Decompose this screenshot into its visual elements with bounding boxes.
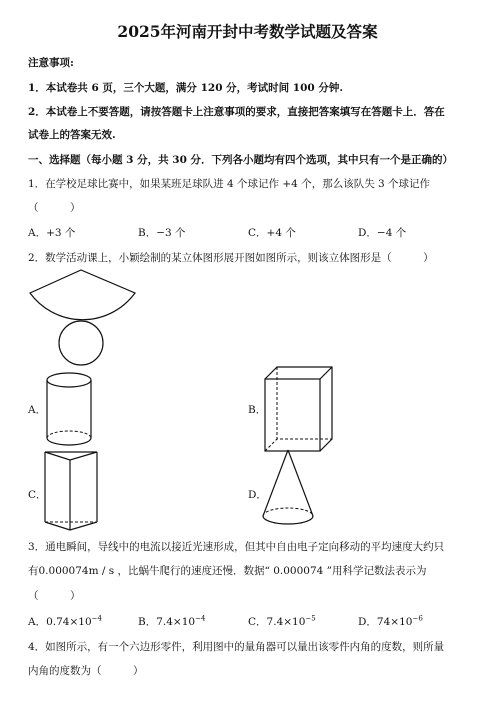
q1-option-a: A．+3 个 [28,227,76,239]
q1-option-d: D．−4 个 [358,227,407,239]
cone-figure [260,448,316,528]
q3-option-a: A．$0.74\times 10^{-4}$ [28,614,102,628]
notice-item-1: 1．本试卷共 6 页，三个大题，满分 120 分，考试时间 100 分钟. [28,82,344,94]
document-title: 2025年河南开封中考数学试题及答案 [117,22,378,41]
section-heading-choice: 一、选择题（每小题 3 分，共 30 分．下列各小题均有四个选项，其中只有一个是正确的） [28,154,454,166]
q1-answer-paren: （ ） [28,202,81,214]
q3-line-1: 3．通电瞬间，导线中的电流以接近光速形成，但其中自由电子定向移动的平均速度大约只 [28,541,445,553]
notice-item-2-line-2: 试卷上的答案无效. [28,129,116,141]
q3-option-c: C．$7.4\times 10^{-5}$ [248,614,316,628]
q1-option-b: B．−3 个 [138,227,186,239]
notice-item-2-line-1: 2．本试卷上不要答题，请按答题卡上注意事项的要求，直接把答案填写在答题卡上．答在 [28,106,445,118]
notice-heading: 注意事项: [28,57,74,69]
q2-option-d-label: D． [248,489,267,501]
q2-option-a-label: A． [28,404,47,416]
cylinder-figure [44,370,94,450]
prism-figure [42,446,100,531]
q4-line-1: 4．如图所示，有一个六边形零件，利用图中的量角器可以量出该零件内角的度数，则所量 [28,641,445,653]
q3-line-2: 有0.000074m / s ，比蜗牛爬行的速度还慢．数据“ 0.000074 ”用科学记数法表示为 [28,565,427,577]
q1-stem: 1．在学校足球比赛中，如果某班足球队进 4 个球记作 +4 个，那么该队失 3 个球记作 [28,178,431,190]
q3-option-d: D．$74\times 10^{-6}$ [358,614,423,628]
q3-answer-paren: （ ） [28,590,81,602]
cuboid-figure [262,364,337,454]
net-figure [25,265,155,370]
q2-option-b-label: B． [248,404,267,416]
net-base-circle [59,321,103,365]
q3-option-b: B．$7.4\times 10^{-4}$ [138,614,206,628]
q2-stem: 2．数学活动课上，小颖绘制的某立体图形展开图如图所示，则该立体图形是（ ） [28,252,434,264]
q4-line-2: 内角的度数为（ ） [28,665,144,677]
q1-option-c: C．+4 个 [248,227,296,239]
net-sector [30,270,135,320]
q2-option-c-label: C． [28,489,47,501]
